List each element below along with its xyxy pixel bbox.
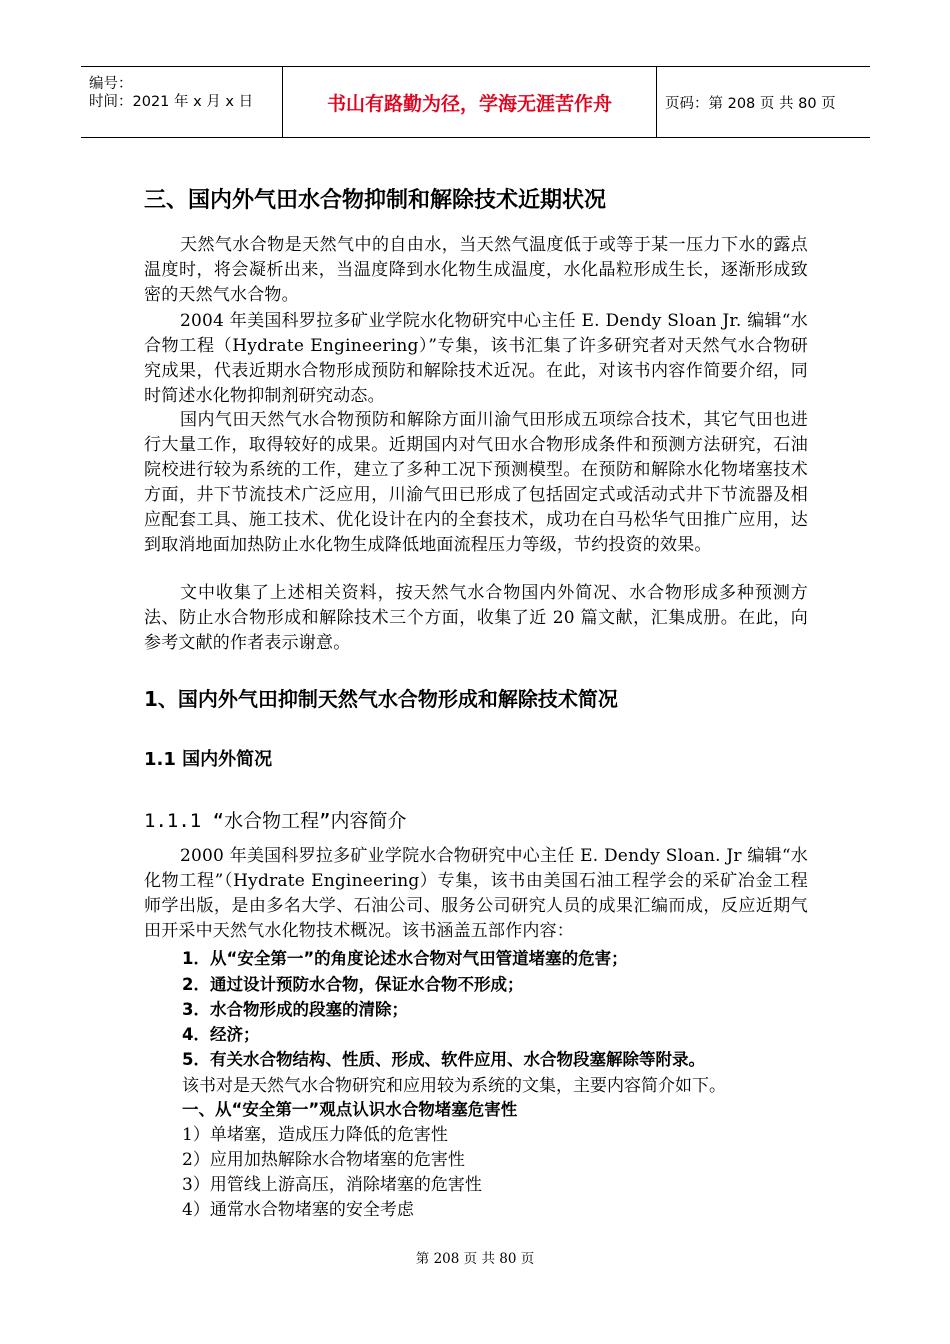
section-heading-1-1-1: 1.1.1 “水合物工程”内容简介 <box>144 810 407 832</box>
page-footer: 第 208 页 共 80 页 <box>415 1251 535 1267</box>
page-code: 页码：第 208 页 共 80 页 <box>665 95 836 112</box>
motto: 书山有路勤为径，学海无涯苦作舟 <box>326 92 612 115</box>
number-label: 编号： <box>89 76 133 92</box>
paragraph-5: 2000 年美国科罗拉多矿业学院水合物研究中心主任 E. Dendy Sloan. Jr 编辑“水化物工程”（Hydrate Engineering）专集，该书由美国石油工程学会的采矿冶金工程师学出版，是由多名大学、石油公司、服务公司研究人员的成果汇编而成，反应近期气田开采中天然气水化物技术概况。该书涵盖五部作内容： <box>144 846 808 941</box>
date-label: 时间：2021 年 x 月 x 日 <box>89 94 254 110</box>
list-item: 3．水合物形成的段塞的清除； <box>182 1000 408 1019</box>
page-title: 三、国内外气田水合物抑制和解除技术近期状况 <box>144 188 607 213</box>
list-item: 2）应用加热解除水合物堵塞的危害性 <box>182 1150 465 1170</box>
subheading: 一、从“安全第一”观点认识水合物堵塞危害性 <box>182 1100 518 1119</box>
header-meta <box>81 67 282 137</box>
list-item: 1．从“安全第一”的角度论述水合物对气田管道堵塞的危害； <box>182 949 628 968</box>
paragraph-4: 文中收集了上述相关资料，按天然气水合物国内外简况、水合物形成多种预测方法、防止水合物形成和解除技术三个方面，收集了近 20 篇文献，汇集成册。在此，向参考文献的作者表示谢意。 <box>144 583 808 653</box>
header-motto-cell <box>282 67 657 137</box>
list-item: 3）用管线上游高压，消除堵塞的危害性 <box>182 1175 482 1195</box>
list-item: 1）单堵塞，造成压力降低的危害性 <box>182 1125 448 1145</box>
list-item: 2．通过设计预防水合物，保证水合物不形成； <box>182 975 524 994</box>
list-item: 5．有关水合物结构、性质、形成、软件应用、水合物段塞解除等附录。 <box>182 1050 705 1069</box>
section-heading-1: 1、国内外气田抑制天然气水合物形成和解除技术简况 <box>144 687 618 711</box>
section-heading-1-1: 1.1 国内外简况 <box>144 749 273 770</box>
paragraph-1: 天然气水合物是天然气中的自由水，当天然气温度低于或等于某一压力下水的露点温度时，将会凝析出来，当温度降到水化物生成温度，水化晶粒形成生长，逐渐形成致密的天然气水合物。 <box>144 235 808 305</box>
page-header <box>81 66 870 138</box>
list-item: 4）通常水合物堵塞的安全考虑 <box>182 1200 414 1220</box>
list-item: 4．经济； <box>182 1025 260 1044</box>
summary-line: 该书对是天然气水合物研究和应用较为系统的文集，主要内容简介如下。 <box>182 1076 726 1096</box>
paragraph-3: 国内气田天然气水合物预防和解除方面川渝气田形成五项综合技术，其它气田也进行大量工作，取得较好的成果。近期国内对气田水合物形成条件和预测方法研究，石油院校进行较为系统的工作，建立了多种工况下预测模型。在预防和解除水化物堵塞技术方面，井下节流技术广泛应用，川渝气田已形成了包括固定式或活动式井下节流器及相应配套工具、施工技术、优化设计在内的全套技术，成功在白马松华气田推广应用，达到取消地面加热防止水化物生成降低地面流程压力等级，节约投资的效果。 <box>144 410 808 555</box>
paragraph-2: 2004 年美国科罗拉多矿业学院水化物研究中心主任 E. Dendy Sloan Jr. 编辑“水合物工程（Hydrate Engineering）”专集，该书汇集了许多研究者对天然气水合物研究成果，代表近期水合物形成预防和解除技术近况。在此，对该书内容作简要介绍，同时简述水化物抑制剂研究动态。 <box>144 311 808 406</box>
